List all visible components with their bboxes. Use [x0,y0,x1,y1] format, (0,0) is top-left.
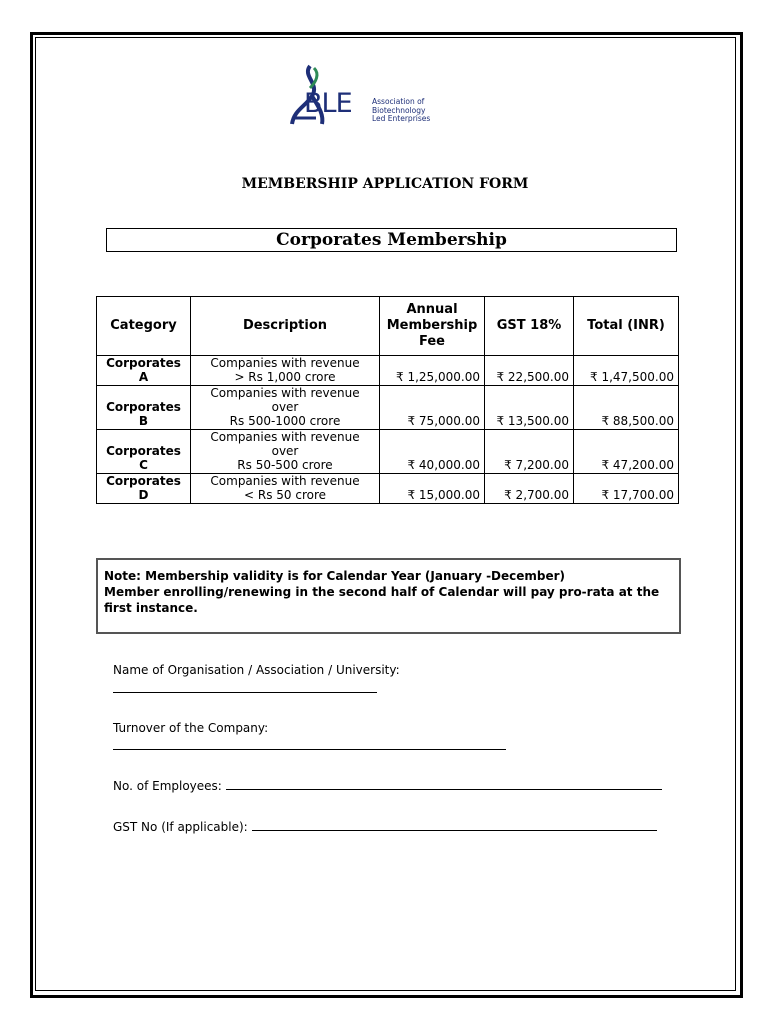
gst-label [113,818,657,834]
form-title: MEMBERSHIP APPLICATION FORM [241,176,529,192]
description-line: over [271,400,299,414]
note-line-1: Note: Membership validity is for Calendar Year (January -December) [104,569,566,583]
description-line: > Rs 1,000 crore [234,370,336,384]
table-row [97,386,679,430]
organisation-label: Name of Organisation / Association / University: [113,663,400,677]
description-line: Companies with revenue [210,356,360,370]
turnover-label: Turnover of the Company: [113,721,269,735]
logo-line-1: Association of [372,97,425,106]
logo-line-3: Led Enterprises [372,114,431,123]
gst-cell: ₹ 13,500.00 [485,386,574,430]
category-letter: C [139,458,148,472]
table-row [97,474,679,504]
section-heading-box [106,228,677,252]
employees-label-text: No. of Employees: [113,779,222,793]
category-name: Corporates [106,474,181,488]
note-line-2: Member enrolling/renewing in the second half of Calendar will pay pro-rata at the first instance. [104,585,660,615]
header-description: Description [191,297,380,356]
description-line: Companies with revenue [210,474,360,488]
description-cell [191,474,380,504]
description-line: < Rs 50 crore [243,488,327,502]
description-cell [191,430,380,474]
logo-line-2: Biotechnology [372,105,426,115]
category-letter: A [138,370,149,384]
employees-label [113,777,662,793]
category-name: Corporates [106,400,181,414]
description-line: Companies with revenue [210,430,360,444]
header-gst: GST 18% [485,297,574,356]
gst-cell: ₹ 2,700.00 [485,474,574,504]
turnover-field[interactable] [113,737,506,750]
gst-label-text: GST No (If applicable): [113,820,248,834]
header-annual-fee: Annual Membership Fee [380,297,485,356]
gst-cell: ₹ 7,200.00 [485,430,574,474]
description-line: over [271,444,299,458]
section-title: Corporates Membership [276,230,507,250]
fee-cell: ₹ 15,000.00 [380,474,485,504]
table-row [97,430,679,474]
description-cell [191,386,380,430]
membership-fee-table [96,296,679,504]
logo-subtitle [372,98,430,124]
able-logo [286,62,434,130]
category-letter: D [138,488,149,502]
header-total: Total (INR) [574,297,679,356]
header-category: Category [97,297,191,356]
category-cell [97,356,191,386]
category-letter: B [138,414,149,428]
fee-cell: ₹ 1,25,000.00 [380,356,485,386]
gst-cell: ₹ 22,500.00 [485,356,574,386]
logo-mark: BLE [304,88,352,119]
organisation-field[interactable] [113,680,377,693]
table-row [97,356,679,386]
employees-field[interactable] [226,777,662,790]
category-cell [97,430,191,474]
note-box [96,558,681,634]
table-header-row [97,297,679,356]
total-cell: ₹ 1,47,500.00 [574,356,679,386]
category-cell [97,474,191,504]
total-cell: ₹ 47,200.00 [574,430,679,474]
description-line: Rs 500-1000 crore [229,414,341,428]
total-cell: ₹ 17,700.00 [574,474,679,504]
category-cell [97,386,191,430]
gst-field[interactable] [252,818,657,831]
fee-cell: ₹ 75,000.00 [380,386,485,430]
total-cell: ₹ 88,500.00 [574,386,679,430]
description-line: Companies with revenue [210,386,360,400]
description-cell [191,356,380,386]
category-name: Corporates [106,356,181,370]
fee-cell: ₹ 40,000.00 [380,430,485,474]
category-name: Corporates [106,444,181,458]
description-line: Rs 50-500 crore [237,458,333,472]
